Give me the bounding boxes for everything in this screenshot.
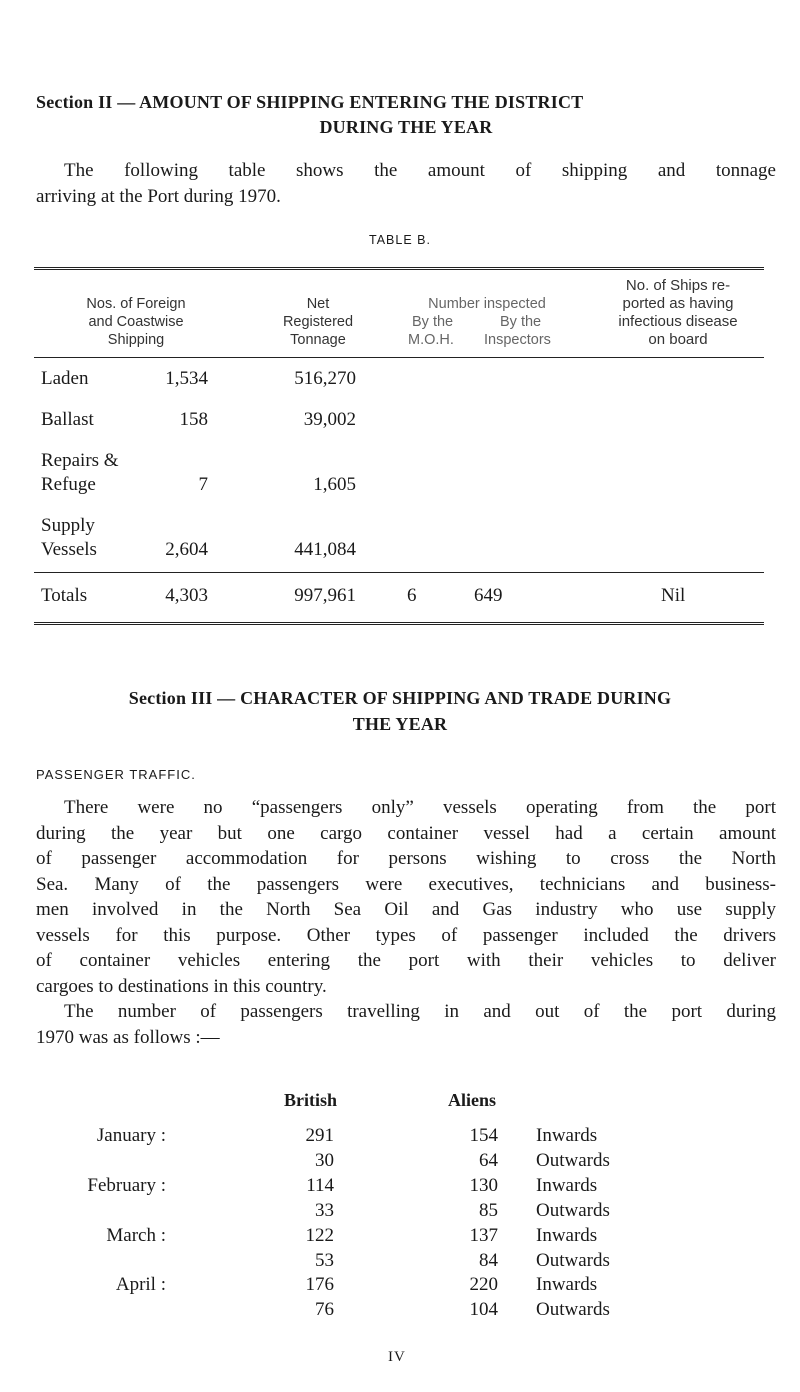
row-supply-count: 2,604 (165, 539, 208, 560)
aliens-count: 64 (479, 1150, 498, 1171)
header-inspected-top: Number inspected (428, 296, 546, 312)
row-repairs-count: 7 (198, 474, 208, 495)
aliens-count: 137 (469, 1225, 498, 1246)
header-inspected (392, 295, 582, 349)
row-repairs-tonnage: 1,605 (313, 474, 356, 495)
header-shipping-line1: Nos. of Foreign (86, 296, 186, 312)
row-laden-tonnage: 516,270 (294, 368, 356, 389)
header-tonnage (258, 295, 378, 349)
totals-inspectors: 649 (474, 585, 503, 606)
month-label: March : (106, 1225, 166, 1246)
british-count: 33 (315, 1200, 334, 1221)
header-inspected-inspectors: Inspectors (484, 332, 551, 348)
para1-line8: cargoes to destinations in this country. (36, 975, 327, 997)
passenger-traffic-subheading: PASSENGER TRAFFIC. (36, 767, 196, 782)
totals-tonnage: 997,961 (294, 585, 356, 606)
para1-line6: vessels for this purpose. Other types of passenger included the drivers (36, 924, 776, 946)
section2-intro (36, 158, 776, 209)
british-count: 30 (315, 1150, 334, 1171)
section3-title-line1: Section III — CHARACTER OF SHIPPING AND TRADE DURING (128, 688, 672, 708)
table-b-totals-rule (34, 572, 764, 573)
direction-label: Inwards (536, 1274, 598, 1295)
page-number: IV (388, 1349, 406, 1365)
row-laden-count: 1,534 (165, 368, 208, 389)
row-ballast-count: 158 (179, 409, 208, 430)
section3-paragraph1 (36, 795, 776, 1050)
header-tonnage-line2: Registered (282, 314, 354, 330)
british-count: 122 (305, 1225, 334, 1246)
header-shipping-line3: Shipping (107, 332, 165, 348)
row-ballast-label: Ballast (41, 409, 94, 430)
para1-line4: Sea. Many of the passengers were executives, technicians and business- (36, 873, 776, 895)
header-tonnage-line3: Tonnage (290, 332, 346, 348)
month-label: April : (115, 1274, 166, 1295)
col-aliens-header: Aliens (448, 1090, 497, 1110)
header-infectious-line1: No. of Ships re- (625, 277, 731, 294)
section2-title (36, 92, 776, 113)
direction-label: Inwards (536, 1175, 598, 1196)
aliens-count: 84 (479, 1250, 498, 1271)
british-count: 176 (305, 1274, 334, 1295)
header-shipping (46, 295, 226, 349)
aliens-count: 154 (469, 1125, 498, 1146)
row-repairs-label2: Refuge (41, 474, 96, 495)
header-infectious-line2: ported as having (622, 295, 734, 312)
table-b-bottom-rule (34, 622, 764, 625)
row-repairs-label1: Repairs & (41, 450, 119, 471)
para1-line7: of container vehicles entering the port with their vehicles to deliver (36, 950, 776, 971)
row-ballast-tonnage: 39,002 (303, 409, 356, 430)
section2-title-line2: DURING THE YEAR (319, 117, 493, 137)
section2-intro-line2: arriving at the Port during 1970. (36, 185, 281, 207)
header-inspected-insp-label: By the (500, 314, 542, 330)
para1-line5: men involved in the North Sea Oil and Gas industry who use supply (36, 899, 776, 920)
para1-line3: of passenger accommodation for persons wishing to cross the North (36, 848, 776, 869)
british-count: 114 (306, 1175, 334, 1196)
section2-title-line1: Section II — AMOUNT OF SHIPPING ENTERING THE DISTRICT (36, 92, 584, 112)
month-label: January : (96, 1125, 166, 1146)
month-label: February : (87, 1175, 166, 1196)
row-laden-label: Laden (41, 368, 89, 389)
totals-label: Totals (41, 585, 88, 606)
table-b-top-rule (34, 267, 764, 270)
british-count: 291 (305, 1125, 334, 1146)
direction-label: Outwards (536, 1200, 610, 1221)
header-shipping-line2: and Coastwise (88, 314, 184, 330)
table-b-header-rule (34, 357, 764, 358)
section3-title-line2: THE YEAR (352, 714, 448, 734)
row-supply-label2: Vessels (41, 539, 97, 560)
aliens-count: 104 (469, 1299, 498, 1320)
table-b-label: TABLE B. (369, 233, 431, 247)
direction-label: Outwards (536, 1150, 610, 1171)
british-count: 76 (315, 1299, 334, 1320)
direction-label: Outwards (536, 1250, 610, 1271)
header-infectious (588, 277, 768, 349)
header-infectious-line4: on board (648, 331, 708, 348)
direction-label: Inwards (536, 1225, 598, 1246)
header-tonnage-line1: Net (306, 296, 330, 312)
header-infectious-line3: infectious disease (618, 313, 738, 330)
col-british-header: British (284, 1090, 338, 1110)
british-count: 53 (315, 1250, 334, 1271)
header-inspected-moh: M.O.H. (408, 332, 454, 348)
direction-label: Outwards (536, 1299, 610, 1320)
para1-line1: There were no “passengers only” vessels operating from the port (64, 797, 776, 818)
para2-line2: 1970 was as follows :— (36, 1026, 220, 1048)
direction-label: Inwards (536, 1125, 598, 1146)
totals-moh: 6 (407, 585, 417, 606)
para2-line1: The number of passengers travelling in and out of the port during (64, 1001, 776, 1022)
row-supply-tonnage: 441,084 (294, 539, 356, 560)
para1-line2: during the year but one cargo container vessel had a certain amount (36, 822, 776, 844)
aliens-count: 85 (479, 1200, 498, 1221)
aliens-count: 130 (469, 1175, 498, 1196)
totals-infectious: Nil (661, 585, 686, 606)
row-supply-label1: Supply (41, 515, 95, 536)
totals-count: 4,303 (165, 585, 208, 606)
header-inspected-moh-label: By the (412, 314, 454, 330)
section2-intro-line1: The following table shows the amount of shipping and tonnage (64, 160, 776, 181)
aliens-count: 220 (469, 1274, 498, 1295)
